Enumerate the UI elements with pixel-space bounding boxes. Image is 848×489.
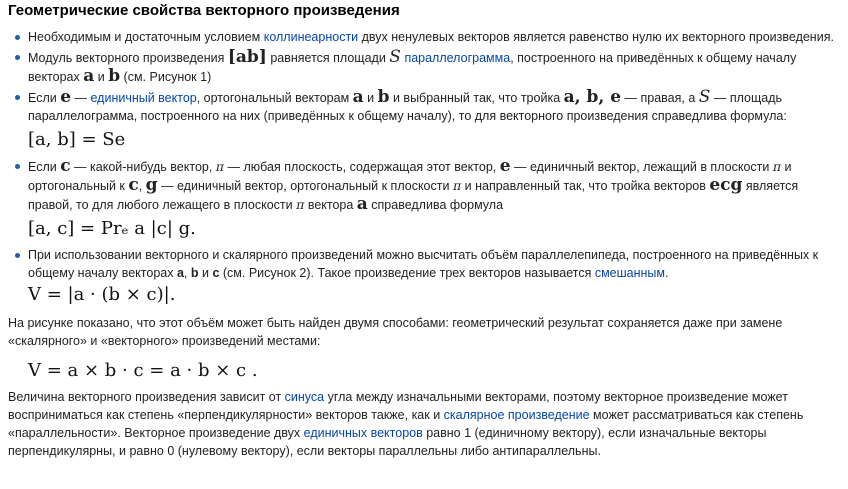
text: — единичный вектор, ортогональный к плоскости bbox=[157, 179, 453, 193]
math-S: S bbox=[389, 47, 401, 67]
math-S: S bbox=[698, 87, 711, 107]
text: , bbox=[183, 266, 191, 280]
article-section bbox=[8, 0, 843, 460]
list-item bbox=[8, 157, 843, 242]
bullet-icon bbox=[15, 35, 20, 40]
link-parallelogram[interactable]: параллелограмма bbox=[404, 51, 511, 65]
text: Необходимым и достаточным условием bbox=[28, 30, 264, 44]
math-pi: π bbox=[452, 178, 462, 193]
math-a: a bbox=[352, 87, 364, 107]
text: — площадь параллелограмма, построенного на них (приведённых к общему началу), то для векторного произведения справедлива формула: bbox=[28, 91, 787, 123]
link-unit-vectors[interactable]: единичных векторов bbox=[303, 426, 423, 440]
bold-b: b bbox=[190, 266, 199, 280]
text: — любая плоскость, содержащая этот вектор, bbox=[224, 160, 500, 174]
text: (см. Рисунок 1) bbox=[120, 70, 212, 84]
link-unit-vector[interactable]: единичный вектор bbox=[90, 91, 197, 105]
formula-ac-projection: [a, c] = Prₑ a |c| g. bbox=[28, 218, 196, 239]
text: — правая, а bbox=[621, 91, 699, 105]
text: Если bbox=[28, 160, 61, 174]
formula-volume-equivalence: V = a × b · c = a · b × c . bbox=[28, 360, 258, 381]
math-c: c bbox=[60, 156, 71, 176]
text: (см. Рисунок 2). Такое произведение трех векторов называется bbox=[219, 266, 595, 280]
text: и bbox=[94, 70, 109, 84]
link-scalar-product[interactable]: скалярное произведение bbox=[443, 408, 590, 422]
math-g: g bbox=[145, 175, 158, 195]
list-item bbox=[8, 28, 843, 46]
bullet-icon bbox=[15, 253, 20, 258]
text: , bbox=[138, 179, 146, 193]
bullet-icon bbox=[15, 55, 20, 60]
link-mixed-product[interactable]: смешанным bbox=[594, 266, 665, 280]
text: равно 1 (единичному вектору), если изначальные векторы перпендикулярны, и равно 0 (нулевому вектору), если векторы параллельны либо антипараллельны. bbox=[8, 426, 767, 458]
section-heading: Геометрические свойства векторного произведения bbox=[8, 2, 400, 19]
list-item bbox=[8, 48, 843, 86]
math-pi: π bbox=[772, 159, 782, 174]
text: — bbox=[71, 91, 91, 105]
text: Модуль векторного произведения bbox=[28, 51, 228, 65]
text: Величина векторного произведения зависит от bbox=[8, 390, 285, 404]
text: и bbox=[198, 266, 213, 280]
text: — единичный вектор, лежащий в плоскости bbox=[510, 160, 773, 174]
math-b: b bbox=[108, 66, 121, 86]
text: — какой-нибудь вектор, bbox=[70, 160, 216, 174]
math-c: c bbox=[128, 175, 139, 195]
math-ecg: ecg bbox=[709, 175, 743, 195]
bold-a: a bbox=[176, 266, 184, 280]
link-sine[interactable]: синуса bbox=[284, 390, 325, 404]
text: и ортогональный к bbox=[28, 160, 792, 193]
paragraph-magnitude bbox=[8, 388, 843, 460]
text: Если bbox=[28, 91, 61, 105]
math-abe: a, b, e bbox=[563, 87, 622, 107]
properties-list bbox=[8, 28, 843, 308]
formula-volume: V = |a · (b × c)|. bbox=[28, 284, 176, 305]
text: двух ненулевых векторов является равенство нулю их векторного произведения. bbox=[358, 30, 834, 44]
bold-c: c bbox=[212, 266, 220, 280]
math-b: b bbox=[377, 87, 390, 107]
bullet-icon bbox=[15, 95, 20, 100]
text: справедлива формула bbox=[367, 198, 504, 212]
math-pi: π bbox=[215, 159, 225, 174]
text: вектора bbox=[304, 198, 357, 212]
list-item bbox=[8, 88, 843, 153]
text: , ортогональный векторам bbox=[196, 91, 353, 105]
text: является правой, то для любого лежащего в плоскости bbox=[28, 179, 799, 212]
text: и направленный так, что тройка векторов bbox=[461, 179, 710, 193]
text: может рассматриваться как степень «параллельности». Векторное произведение двух bbox=[8, 408, 804, 440]
math-a: a bbox=[83, 66, 95, 86]
link-collinearity[interactable]: коллинеарности bbox=[263, 30, 359, 44]
bullet-icon bbox=[15, 164, 20, 169]
list-item bbox=[8, 246, 843, 308]
formula-ab-se: [a, b] = Se bbox=[28, 129, 126, 150]
text: и bbox=[363, 91, 378, 105]
math-ab: [ab] bbox=[227, 47, 267, 67]
math-pi: π bbox=[296, 197, 305, 212]
math-e: e bbox=[499, 156, 511, 176]
math-e: e bbox=[60, 87, 72, 107]
text: равняется площади bbox=[266, 51, 390, 65]
math-a: a bbox=[356, 194, 368, 214]
text: . bbox=[664, 266, 669, 280]
paragraph-figure-note: На рисунке показано, что этот объём может быть найден двумя способами: геометрический результат сохраняется даже при замене «скалярного» и «векторного» произведений местами: bbox=[8, 316, 783, 348]
text: угла между изначальными векторами, поэтому векторное произведение может восприниматься как степень «перпендикулярности» векторов также, как и bbox=[8, 390, 788, 422]
text: и выбранный так, что тройка bbox=[389, 91, 564, 105]
text: , построенного на приведённых к общему началу векторах bbox=[28, 51, 797, 84]
text: При использовании векторного и скалярного произведений можно высчитать объём параллелепипеда, построенного на приведённых к общему началу векторах bbox=[28, 248, 819, 280]
